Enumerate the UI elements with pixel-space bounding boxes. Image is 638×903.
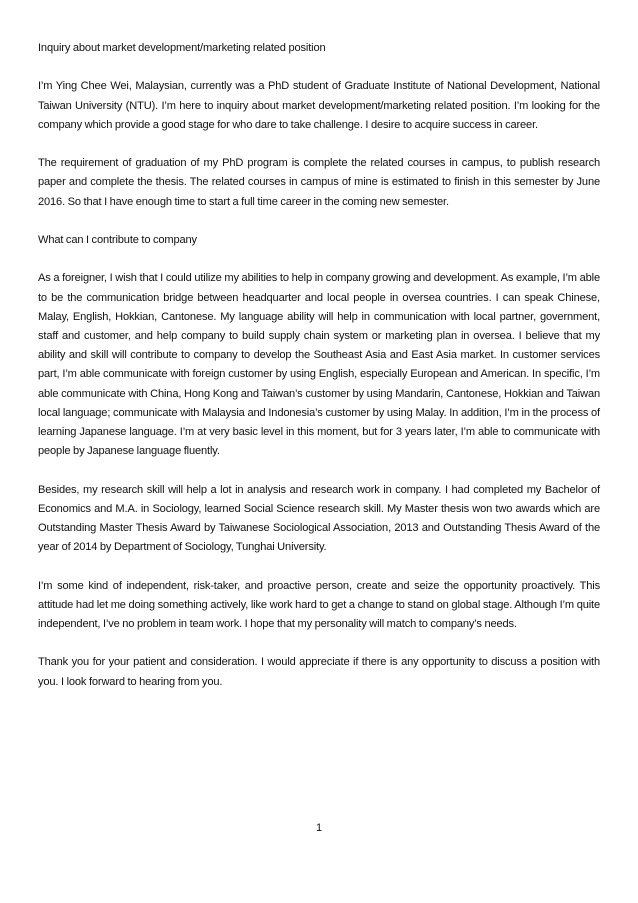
- introduction-paragraph: I’m Ying Chee Wei, Malaysian, currently was a PhD student of Graduate Institute of National Development, National Taiwan University (NTU). I’m here to inquiry about market development/marketing related position. I’m looking for the company which provide a good stage for who dare to take challenge. I desire to acquire success in career.: [38, 80, 600, 131]
- personality-paragraph: I’m some kind of independent, risk-taker, and proactive person, create and seize the opportunity proactively. This attitude had let me doing something actively, like work hard to get a change to stand on global stage. Although I’m quite independent, I’ve no problem in team work. I hope that my personality will match to company’s needs.: [38, 579, 600, 630]
- language-ability-paragraph: As a foreigner, I wish that I could utilize my abilities to help in company growing and development. As example, I’m able to be the communication bridge between headquarter and local people in oversea countries. I can speak Chinese, Malay, English, Hokkian, Cantonese. My language ability will help in communication with local partner, government, staff and customer, and help company to build supply chain system or marketing plan in oversea. I believe that my ability and skill will contribute to company to develop the Southeast Asia and East Asia market. In customer services part, I’m able communicate with foreign customer by using English, especially European and American. In specific, I’m able communicate with China, Hong Kong and Taiwan’s customer by using Mandarin, Cantonese, Hokkian and Taiwan local language; communicate with Malaysia and Indonesia’s customer by using Malay. In addition, I’m in the process of learning Japanese language. I’m at very basic level in this moment, but for 3 years later, I’m able to communicate with people by Japanese language fluently.: [38, 272, 600, 458]
- page-number: 1: [315, 822, 323, 834]
- letter-subject: Inquiry about market development/marketing related position: [38, 42, 326, 54]
- contribution-heading: What can I contribute to company: [38, 233, 197, 246]
- research-skill-paragraph: Besides, my research skill will help a lot in analysis and research work in company. I had completed my Bachelor of Economics and M.A. in Sociology, learned Social Science research skill. My Master thesis won two awards which are Outstanding Master Thesis Award by Taiwanese Sociological Association, 2013 and Outstanding Thesis Award of the year of 2014 by Department of Sociology, Tunghai University.: [38, 483, 600, 554]
- closing-paragraph: Thank you for your patient and consideration. I would appreciate if there is any opportunity to discuss a position with you. I look forward to hearing from you.: [38, 656, 600, 688]
- graduation-paragraph: The requirement of graduation of my PhD program is complete the related courses in campus, to publish research paper and complete the thesis. The related courses in campus of mine is estimated to finish in this semester by June 2016. So that I have enough time to start a full time career in the coming new semester.: [38, 157, 600, 208]
- letter-body: [38, 39, 600, 711]
